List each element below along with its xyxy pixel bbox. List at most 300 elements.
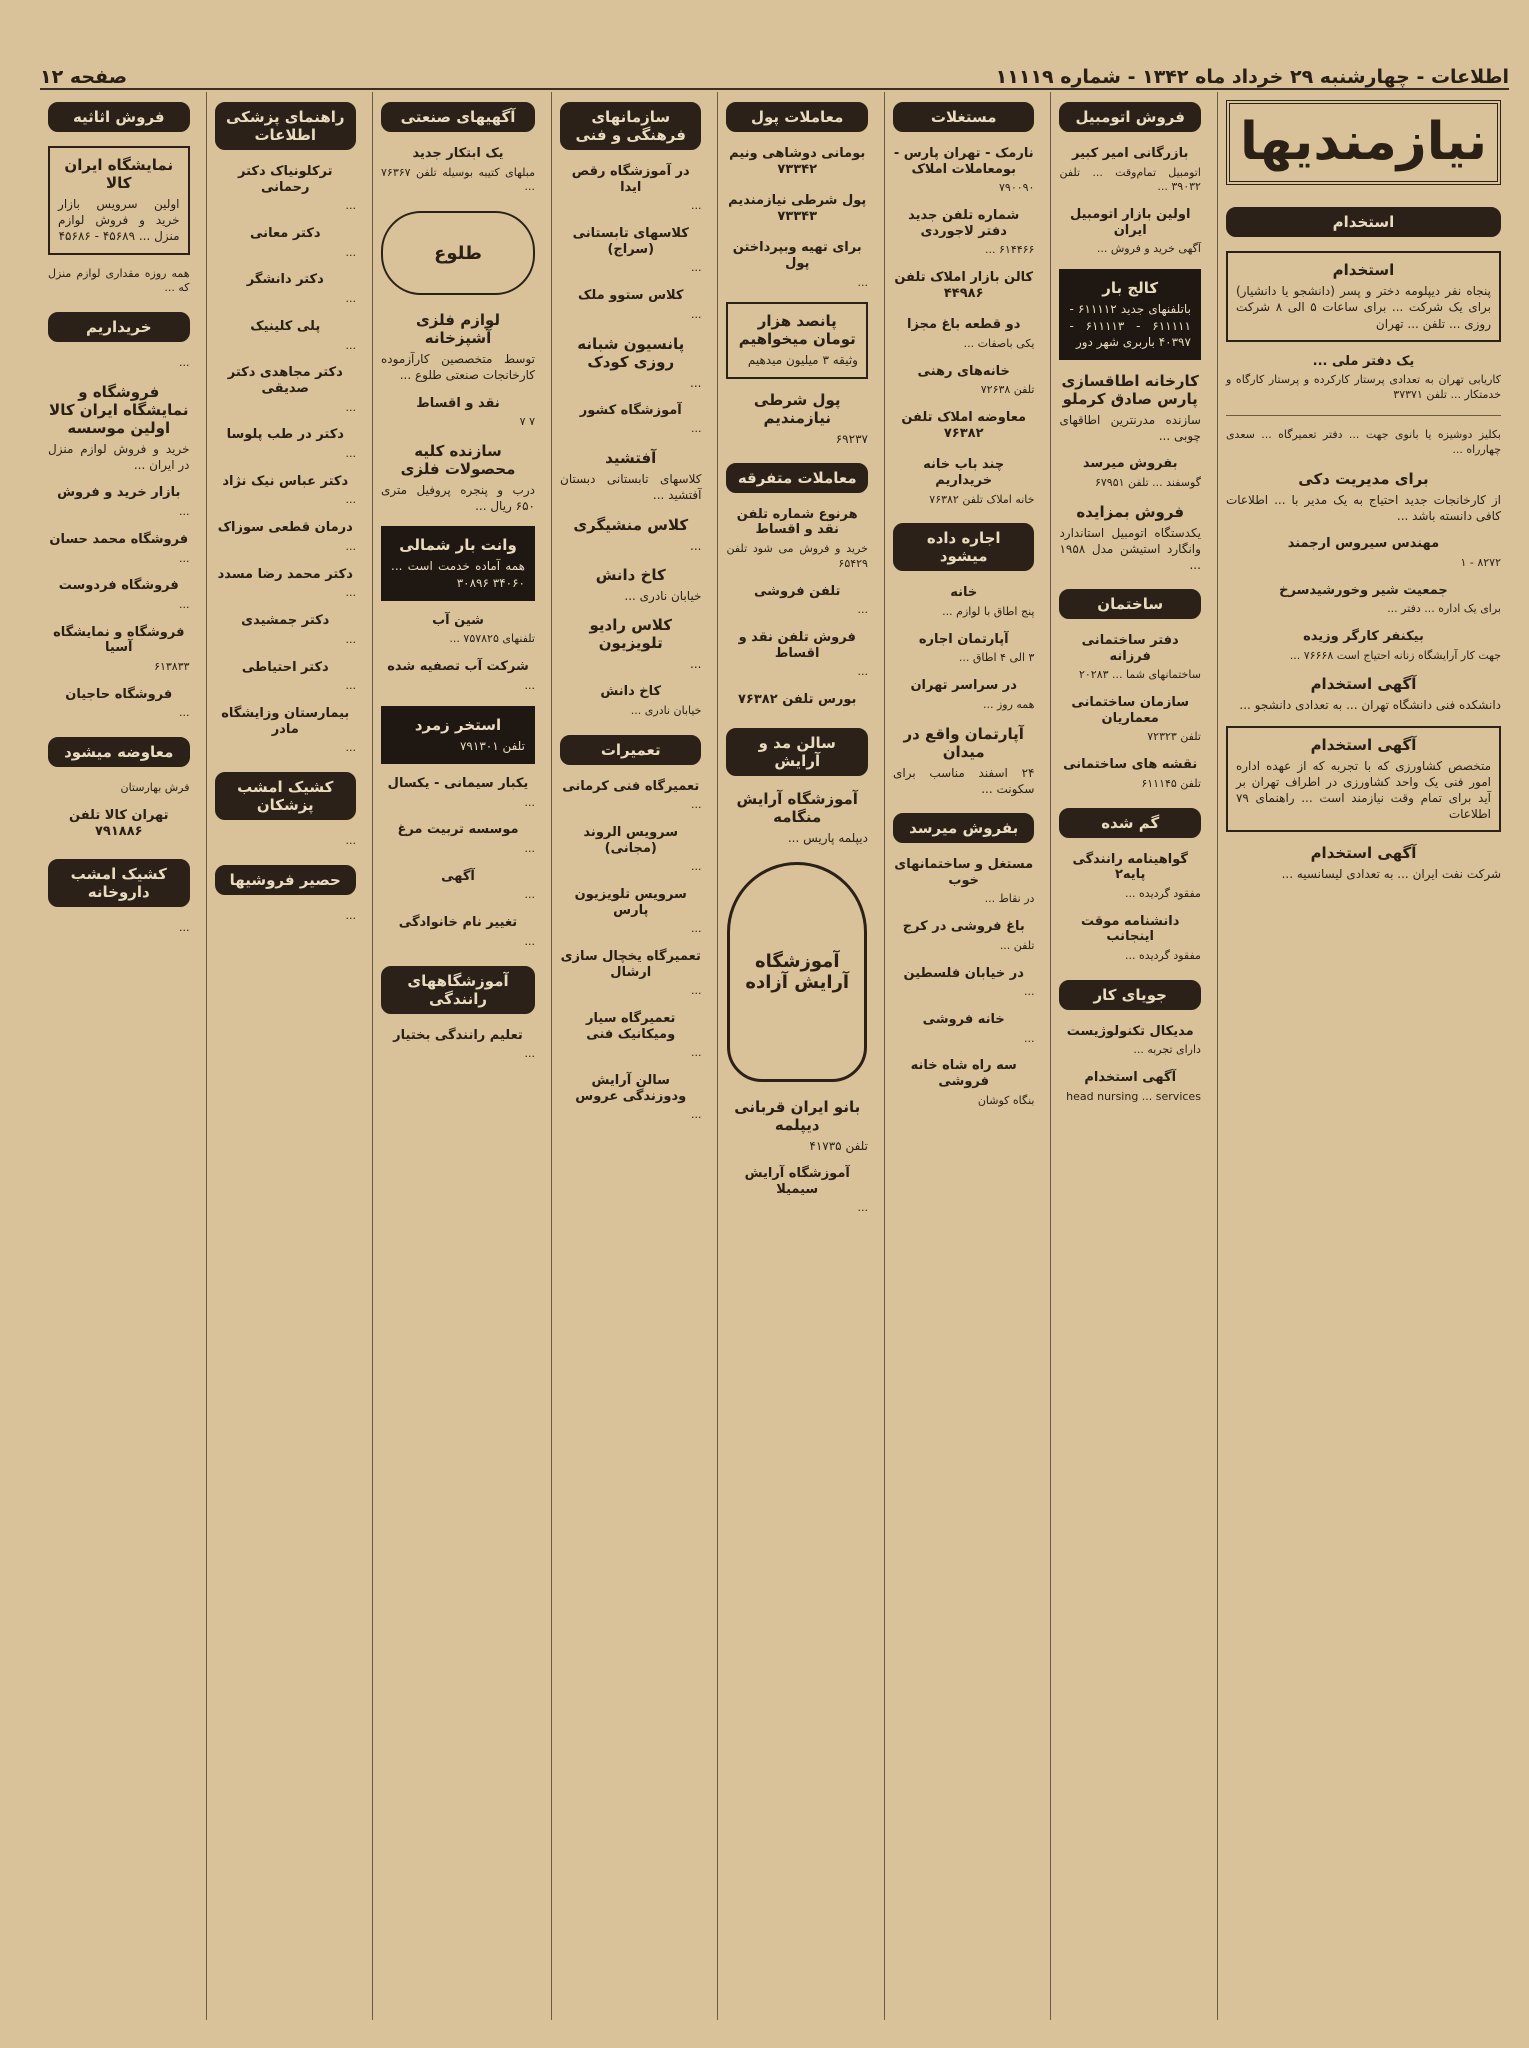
ad-body: اولین سرویس بازار خرید و فروش لوازم منزل ... ۴۵۶۸۹ - ۴۵۶۸۶ (58, 197, 180, 244)
ad-heading: شماره تلفن جدید دفتر لاجوردی (908, 208, 1020, 239)
ad (893, 966, 1034, 1000)
ad-body: ... (690, 798, 702, 812)
ad-body: ... (524, 934, 535, 948)
ad-heading: پانسیون شبانه روزی کودک (577, 334, 685, 371)
ad-heading: استخدام (1332, 261, 1395, 280)
ad-heading: نقشه های ساختمانی (1063, 757, 1198, 773)
section-title: معاملات پول (726, 102, 867, 132)
ad-heading: تغییر نام خانوادگی (398, 915, 518, 931)
ad (1059, 269, 1200, 360)
ad-body: ... (345, 400, 356, 414)
ad-heading: سرویس تلویزیون پارس (574, 886, 687, 918)
ad (1226, 583, 1501, 617)
section-title: معاوضه میشود (48, 737, 189, 767)
ad-body: ... (690, 656, 702, 671)
ad (1059, 1024, 1200, 1058)
column-2 (1050, 92, 1208, 2020)
ad-heading: خانه فروشی (922, 1011, 1005, 1027)
ad-heading: باغ فروشی در کرج (902, 919, 1025, 935)
column-3 (884, 92, 1042, 2020)
ad-heading: ترکلونیاک دکتر رحمانی (237, 164, 333, 195)
section-title: اجاره داده میشود (893, 523, 1034, 571)
ad (560, 403, 701, 437)
ad-body: کاریابی تهران به تعدادی پرستار کارکرده و پرستار کارگاه و خدمتکار ... تلفن ۳۷۳۷۱ (1225, 373, 1501, 402)
ad-heading: آگهی استخدام (1310, 844, 1417, 863)
ad-heading: دفتر ساختمانی فرزانه (1081, 633, 1179, 664)
ad (215, 567, 356, 601)
ad (381, 659, 535, 693)
ad (1059, 633, 1200, 683)
ad-heading: بیمارستان وزایشگاه مادر (221, 706, 350, 737)
ad-body: ... (345, 632, 356, 646)
ad (1226, 629, 1501, 663)
ad-body: ۶۹۲۳۷ (835, 431, 868, 446)
ad-heading: وانت بار شمالی (399, 536, 517, 555)
ad-body: تلفن ... (999, 938, 1035, 952)
ad-heading: نارمک - تهران پارس - بومعاملات املاک (893, 146, 1034, 177)
ad-body: خیابان نادری ... (624, 588, 702, 603)
ad-body: ... (179, 551, 190, 565)
ad-heading: جمعیت شیر وخورشیدسرخ (1279, 582, 1448, 598)
ad-heading: آفتشید (605, 449, 657, 468)
ad-heading: آموزشگاه آرایش منگامه (736, 789, 858, 826)
ad-heading: موسسه تربیت مرغ (397, 822, 519, 838)
ad-heading: درمان قطعی سوزاک (217, 520, 353, 536)
ad (560, 949, 701, 999)
ad (381, 1028, 535, 1062)
ad (381, 311, 535, 383)
ad (1226, 470, 1501, 524)
ad-heading: فروشگاه حاجیان (65, 686, 173, 702)
ad (560, 1011, 701, 1061)
ad-body: برای یک اداره ... دفتر ... (1387, 602, 1501, 616)
ad-body: ... (345, 245, 356, 259)
ad (893, 146, 1034, 196)
ad (726, 790, 867, 846)
ad-heading: بازرگانی امیر کبیر (1071, 146, 1189, 161)
ad (560, 164, 701, 214)
logo-stamp (381, 211, 535, 295)
ad-body: ... (345, 586, 356, 600)
ad (1059, 695, 1200, 745)
ad-body: ... (179, 597, 190, 611)
ad-heading: شین آب (432, 612, 484, 628)
ad (726, 507, 867, 572)
ad (48, 356, 189, 371)
ad (215, 272, 356, 306)
ad-heading: آپارتمان واقع در میدان (903, 724, 1024, 761)
ad (48, 625, 189, 675)
ad (560, 825, 701, 875)
header-left: صفحه ۱۲ (40, 66, 128, 88)
ad (1226, 354, 1501, 403)
ad (381, 396, 535, 430)
ad (215, 834, 356, 849)
ad (48, 146, 189, 255)
ad-body: همه آماده خدمت است ... ۳۴۰۶۰ ۳۰۸۹۶ (391, 559, 525, 590)
ad-body: بنگاه کوشان (977, 1093, 1035, 1107)
ad (215, 226, 356, 260)
ad (215, 706, 356, 756)
ad-body: ... (690, 375, 702, 390)
ad-heading: تلفن فروشی (754, 583, 841, 599)
ad-body: همه روزه مقداری لوازم منزل که ... (48, 266, 190, 295)
ad-body: ۷ ۷ (519, 415, 535, 429)
ad-body: ۶۱۳۸۳۳ (154, 659, 190, 673)
ad-body: ... (345, 199, 356, 213)
ad-body: ... (345, 493, 356, 507)
ad-body: ... (690, 422, 702, 436)
ad (893, 919, 1034, 953)
ad-heading: برای تهیه وبپرداختن پول (732, 240, 862, 271)
ad-heading: آگهی استخدام (1084, 1070, 1177, 1086)
ad-body: بکلیز دوشیزه یا بانوی جهت ... دفتر تعمیرگاه ... سعدی چهارراه ... (1225, 428, 1501, 456)
section-title: راهنمای پزشکی اطلاعات (215, 102, 356, 150)
ad (215, 660, 356, 694)
ad (726, 146, 867, 181)
ad-body: آگهی خرید و فروش ... (1096, 242, 1201, 256)
ad-body: ... (524, 1047, 535, 1061)
ad (893, 270, 1034, 305)
ad-body: ... (345, 679, 356, 693)
section-title: کشیک امشب داروخانه (48, 859, 189, 907)
ad (1059, 503, 1200, 574)
ad (48, 267, 189, 297)
ad (893, 632, 1034, 666)
ad (381, 776, 535, 810)
ad-body: دیپلمه پاریس ... (787, 830, 868, 845)
ad-heading: بانو ایران قربانی دیپلمه (734, 1097, 861, 1134)
ad-body: تلفن ۷۹۱۳۰۱ (459, 738, 525, 753)
columns (40, 92, 1509, 2020)
ad-heading: آپارتمان اجاره (918, 631, 1009, 647)
ad (726, 1098, 867, 1154)
ad-body: تلفن ۴۱۷۳۵ (809, 1138, 868, 1153)
ad-body: ... (345, 338, 356, 352)
ad (381, 869, 535, 903)
ad-heading: معاوضه املاک تلفن ۷۶۳۸۲ (901, 410, 1027, 441)
ad-heading: دانشنامه موقت اینجانب (1081, 913, 1180, 945)
ad-body: دارای تجربه ... (1133, 1043, 1201, 1057)
ad (726, 584, 867, 618)
section-title: معاملات متفرقه (726, 463, 867, 493)
ad-body: ... (690, 922, 702, 936)
ad (726, 302, 867, 378)
ad-heading: آگهی (441, 868, 475, 884)
section-title: فروش اثاثیه (48, 102, 189, 132)
ad (1059, 852, 1200, 902)
ad-body: مفقود گردیده ... (1125, 948, 1201, 962)
ad-body: ... (1023, 985, 1035, 999)
ad-body: ۲۴ اسفند مناسب برای سکونت ... (892, 765, 1035, 796)
ad-body: اتومبیل تمام‌وقت ... تلفن ۳۹۰۳۲ ... (1059, 165, 1201, 194)
ad-heading: آموزشگاه کشور (579, 402, 682, 418)
page-title: نیازمندیها (1226, 100, 1501, 185)
ad (893, 1058, 1034, 1108)
section-title: سازمانهای فرهنگی و فنی (560, 102, 701, 150)
ad (893, 1012, 1034, 1046)
ad-body: ۳ الی ۴ اطاق ... (958, 651, 1035, 665)
ad-body: پنج اطاق با لوازم ... (942, 604, 1035, 618)
ad (893, 857, 1034, 907)
column-1 (1217, 92, 1509, 2020)
ad-heading: در سراسر تهران (910, 678, 1017, 694)
ad-body: ... (524, 841, 535, 855)
ad-body: ... (857, 1201, 868, 1215)
ad-body: گوسفند ... تلفن ۶۷۹۵۱ (1094, 475, 1201, 489)
ad-body: باتلفنهای جدید ۶۱۱۱۱۲ - ۶۱۱۱۱۱ - ۶۱۱۱۱۳ - ۴۰۳۹۷ باربری شهر دور (1069, 302, 1191, 349)
ad (560, 684, 701, 718)
ad-heading: کلاس ستوو ملک (578, 288, 684, 304)
ad-heading: بفروش میرسد (1082, 456, 1178, 472)
ad (215, 365, 356, 415)
ad (215, 613, 356, 647)
ad-heading: کلاس منشیگری (573, 515, 689, 534)
section-title: مستغلات (893, 102, 1034, 132)
ad-heading: دکتر احتیاطی (241, 659, 329, 675)
ad-heading: مدیکال تکنولوژیست (1066, 1023, 1194, 1039)
column-8 (40, 92, 197, 2020)
ad-heading: دکتر محمد رضا مسدد (217, 566, 353, 582)
section-title: آگهیهای صنعتی (381, 102, 535, 132)
ad-body: ... (690, 1046, 702, 1060)
ad (48, 383, 189, 473)
section-title: سالن مد و آرایش (726, 728, 867, 776)
ad (1226, 675, 1501, 713)
ad (381, 822, 535, 856)
ad-heading: آموزشگاه آرایش سیمیلا (744, 1166, 850, 1197)
ad-heading: سه راه شاه خانه فروشی (910, 1058, 1017, 1089)
ad-body: خرید و فروش می شود تلفن ۶۵۴۲۹ (726, 541, 868, 570)
ad (560, 566, 701, 604)
ad-body: یکی باصفات ... (963, 336, 1035, 350)
ad-body: ... (690, 307, 702, 321)
ad-heading: خانه (950, 585, 978, 601)
ad-heading: پول شرطی نیازمندیم ۷۳۳۴۳ (728, 193, 867, 224)
ad-body: ... (345, 539, 356, 553)
column-4 (717, 92, 875, 2020)
mirror-text: آموزشگاه آرایش آزاده (745, 950, 850, 993)
mirror-illustration (727, 862, 867, 1082)
ad-body: دانشکده فنی دانشگاه تهران ... به تعدادی دانشجو ... (1239, 698, 1501, 713)
ad (1059, 146, 1200, 195)
ad-body: مفقود گردیده ... (1125, 886, 1201, 900)
ad-heading: فروش تلفن نقد و اقساط (738, 630, 856, 661)
ad-heading: دکتر در طب پلوسا (226, 427, 344, 443)
ad (893, 457, 1034, 507)
ad-body: ... (690, 261, 702, 275)
ad-body: فرش بهارستان (120, 781, 190, 795)
ad-body: ... (524, 795, 535, 809)
ad (48, 532, 189, 566)
ad-body: مبلهای کتیبه بوسیله تلفن ۷۶۳۶۷ ... (381, 165, 535, 194)
ad (381, 526, 535, 600)
ad-body: head nursing ... services (1066, 1089, 1201, 1103)
ad-heading: سازنده کلیه محصولات فلزی (400, 442, 516, 479)
ad-body: یکدستگاه اتومبیل استاندارد وانگارد استیشن مدل ۱۹۵۸ ... (1059, 525, 1201, 573)
ad-heading: چند باب خانه خریداریم (923, 457, 1005, 488)
section-title: ساختمان (1059, 589, 1200, 619)
ad-body: وثیقه ۳ میلیون میدهیم (747, 353, 858, 368)
ad-heading: دکتر معانی (250, 226, 321, 242)
ad (48, 781, 189, 796)
ad-body: خرید و فروش لوازم منزل در ایران ... (48, 442, 190, 473)
column-5 (551, 92, 709, 2020)
ad (893, 208, 1034, 258)
divider (1226, 415, 1501, 416)
ad (381, 915, 535, 949)
ad-heading: آگهی استخدام (1310, 675, 1417, 694)
section-title: خریداریم (48, 312, 189, 342)
ad (893, 725, 1034, 797)
ad (893, 317, 1034, 351)
ad (215, 427, 356, 461)
ad-body: ... (690, 538, 702, 553)
ad (1226, 536, 1501, 570)
ad (215, 520, 356, 554)
ad-body: ساختمانهای شما ... ۲۰۲۸۳ (1078, 668, 1201, 682)
ad-heading: کاخ دانش (595, 565, 666, 584)
ad-body: ... (179, 356, 190, 370)
ad (1059, 456, 1200, 490)
column-6 (372, 92, 543, 2020)
ad-body: تلفن ۶۱۱۱۴۵ (1141, 776, 1201, 790)
ad (48, 687, 189, 721)
section-title: بفروش میرسد (893, 813, 1034, 843)
ad-heading: سالن آرایش ودوزندگی عروس (575, 1073, 687, 1104)
ad (560, 1073, 701, 1123)
ad-heading: لوازم فلزی آشپزخانه (415, 311, 501, 348)
ad-body: ... (345, 446, 356, 460)
ad-heading: در آموزشگاه رقص ایدا (571, 164, 690, 195)
ad (1226, 428, 1501, 458)
ad (1059, 757, 1200, 791)
ad-body: ... (524, 888, 535, 902)
ad (1059, 1070, 1200, 1104)
ad-body: درب و پنجره پروفیل متری ۶۵۰ ریال ... (381, 483, 535, 514)
ad-body: همه روز ... (982, 697, 1035, 711)
ad-heading: کالج بار (1102, 279, 1159, 298)
ad-heading: فروشگاه محمد حسان (49, 531, 189, 547)
ad (381, 146, 535, 195)
ad-heading: دکتر جمشیدی (241, 613, 330, 629)
ad-body: تلفن ۷۲۳۲۳ (1147, 730, 1201, 744)
ad-body: ... (857, 665, 868, 679)
ad-body: ... (179, 921, 190, 935)
ad (215, 319, 356, 353)
ad-body: ۷۹۰۰۹۰ (999, 181, 1035, 195)
ad-heading: سازمان ساختمانی معماریان (1071, 695, 1190, 726)
column-7 (206, 92, 364, 2020)
ad-heading: استخر زمرد (414, 715, 502, 734)
ad (726, 240, 867, 290)
ad (726, 692, 867, 712)
ad (1226, 844, 1501, 882)
section-title: گم شده (1059, 808, 1200, 838)
ad-heading: بازار خرید و فروش (57, 485, 181, 501)
ad-body: شرکت نفت ایران ... به تعدادی لیسانسیه ... (1281, 867, 1501, 882)
ad (893, 410, 1034, 445)
ad-body: ۶۱۴۴۶۶ ... (985, 243, 1035, 257)
ad-body: ... (345, 908, 356, 922)
ad-heading: تعمیرگاه یخچال سازی ارشال (560, 949, 701, 980)
ad (48, 921, 189, 936)
ad (1059, 372, 1200, 444)
ad (381, 613, 535, 647)
ad (1226, 251, 1501, 342)
ad-heading: سرویس الروند (مجانی) (583, 824, 679, 856)
section-title: جویای کار (1059, 980, 1200, 1010)
ad-heading: در خیابان فلسطین (903, 965, 1024, 981)
ad-heading: آگهی استخدام (1310, 735, 1417, 754)
section-title: فروش اتومبیل (1059, 102, 1200, 132)
ad-heading: کلاسهای تابستانی (سراج) (572, 226, 689, 257)
ad-body: کلاسهای تابستانی دبستان آفتشید ... (560, 472, 702, 503)
ad (48, 808, 189, 843)
ad (560, 616, 701, 672)
ad-body: جهت کار آرایشگاه زنانه احتیاج است ۷۶۶۶۸ ... (1289, 648, 1501, 662)
ad (893, 364, 1034, 398)
ad-heading: یک دفتر ملی ... (1312, 353, 1415, 369)
ad-body: ... (857, 603, 868, 617)
ad-body: خیابان نادری ... (630, 703, 702, 717)
ad (560, 887, 701, 937)
ad-body: ... (179, 505, 190, 519)
ad (48, 485, 189, 519)
ad (381, 442, 535, 514)
ad-body: سازنده مدرنترین اطاقهای چوبی ... (1059, 412, 1201, 444)
section-title: تعمیرات (560, 735, 701, 765)
ad (726, 1166, 867, 1216)
ad (215, 164, 356, 214)
ad (726, 630, 867, 680)
ad (560, 288, 701, 322)
ad-heading: فروشگاه فردوست (58, 578, 179, 594)
ad (381, 706, 535, 764)
ad-body: ... (524, 678, 535, 692)
section-title: کشیک امشب پزشکان (215, 772, 356, 820)
ad-body: پنجاه نفر دیپلومه دختر و پسر (دانشجو یا دانشیار) برای یک شرکت ... برای ساعات ۵ الی ۸ شرکت روزی ... تلفن ... تهران (1235, 284, 1491, 331)
ad-heading: اولین بازار اتومبیل ایران (1069, 207, 1191, 238)
ad-body: توسط متخصصین کارآزموده کارخانجات صنعتی طلوع ... (381, 352, 535, 383)
ad-heading: گواهینامه رانندگی پایه۲ (1072, 851, 1188, 883)
ad-heading: مهندس سیروس ارجمند (1287, 536, 1440, 552)
ad-heading: یک ابتکار جدید (412, 146, 504, 161)
ad-heading: دکتر دانشگر (246, 272, 324, 288)
section-title: استخدام (1226, 207, 1501, 237)
ad (560, 779, 701, 813)
ad-heading: تهران کالا تلفن ۷۹۱۸۸۶ (69, 808, 169, 839)
ad-heading: فروشگاه و نمایشگاه آسیا (53, 624, 185, 656)
ad-heading: دو قطعه باغ مجزا (907, 317, 1021, 333)
ad-heading: خانه‌های رهنی (917, 363, 1010, 379)
ad-body: ... (345, 292, 356, 306)
ad (893, 678, 1034, 712)
ad-heading: شرکت آب تصفیه شده (387, 659, 529, 675)
ad-heading: دکتر مجاهدی دکتر صدیقی (227, 365, 343, 396)
ad-body: متخصص کشاورزی که با تجربه که از عهده اداره امور فنی یک واحد کشاورزی در اطراف تهران بر آید برای تمام وقت نیازمند است ... راهنمای ۷۹ اطلاعات (1235, 758, 1491, 822)
ad-heading: فروشگاه و نمایشگاه ایران کالا اولین موسسه (49, 383, 189, 438)
ad (48, 578, 189, 612)
ad-heading: نقد و اقساط (416, 395, 500, 411)
ad-heading: پلی کلینیک (250, 318, 321, 334)
ad-body: ... (1023, 1031, 1035, 1045)
ad (1226, 726, 1501, 833)
ad-heading: تعلیم رانندگی بختیار (393, 1027, 523, 1043)
ad (215, 909, 356, 924)
ad (560, 516, 701, 554)
ad-heading: نمایشگاه ایران کالا (64, 156, 174, 192)
